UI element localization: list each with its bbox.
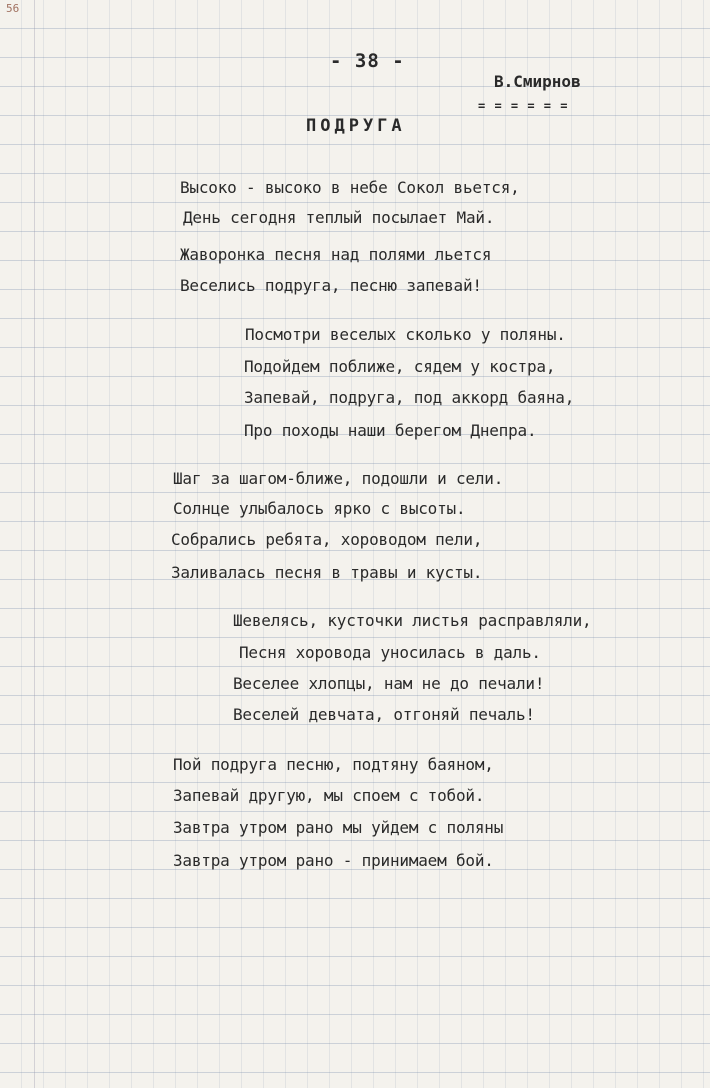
poem-line: Запевай другую, мы споем с тобой. xyxy=(173,786,485,805)
poem-line: Завтра утром рано мы уйдем с поляны xyxy=(173,818,504,837)
poem-line: Веселей девчата, отгоняй печаль! xyxy=(233,705,535,724)
poem-line: Веселее хлопцы, нам не до печали! xyxy=(233,674,545,693)
poem-line: Шевелясь, кусточки листья расправляли, xyxy=(233,611,592,630)
margin-rule xyxy=(34,0,35,1088)
author-underline: = = = = = = xyxy=(478,99,569,113)
poem-line: Запевай, подруга, под аккорд баяна, xyxy=(244,388,575,407)
poem-line: Пой подруга песню, подтяну баяном, xyxy=(173,755,494,774)
poem-line: Песня хоровода уносилась в даль. xyxy=(239,643,541,662)
page-number: - 38 - xyxy=(330,50,405,72)
poem-line: Подойдем поближе, сядем у костра, xyxy=(244,357,556,376)
author-name: В.Смирнов xyxy=(494,72,581,91)
poem-title: ПОДРУГА xyxy=(306,116,406,136)
poem-line: Заливалась песня в травы и кусты. xyxy=(171,563,483,582)
poem-line: Собрались ребята, хороводом пели, xyxy=(171,530,483,549)
poem-line: День сегодня теплый посылает Май. xyxy=(183,208,495,227)
poem-line: Про походы наши берегом Днепра. xyxy=(244,421,537,440)
poem-line: Веселись подруга, песню запевай! xyxy=(180,276,482,295)
poem-line: Посмотри веселых сколько у поляны. xyxy=(245,325,566,344)
poem-line: Высоко - высоко в небе Сокол вьется, xyxy=(180,178,520,197)
corner-mark: 56 xyxy=(6,2,20,15)
poem-line: Завтра утром рано - принимаем бой. xyxy=(173,851,494,870)
poem-line: Шаг за шагом-ближе, подошли и сели. xyxy=(173,469,504,488)
poem-line: Солнце улыбалось ярко с высоты. xyxy=(173,499,466,518)
poem-line: Жаворонка песня над полями льется xyxy=(180,245,492,264)
